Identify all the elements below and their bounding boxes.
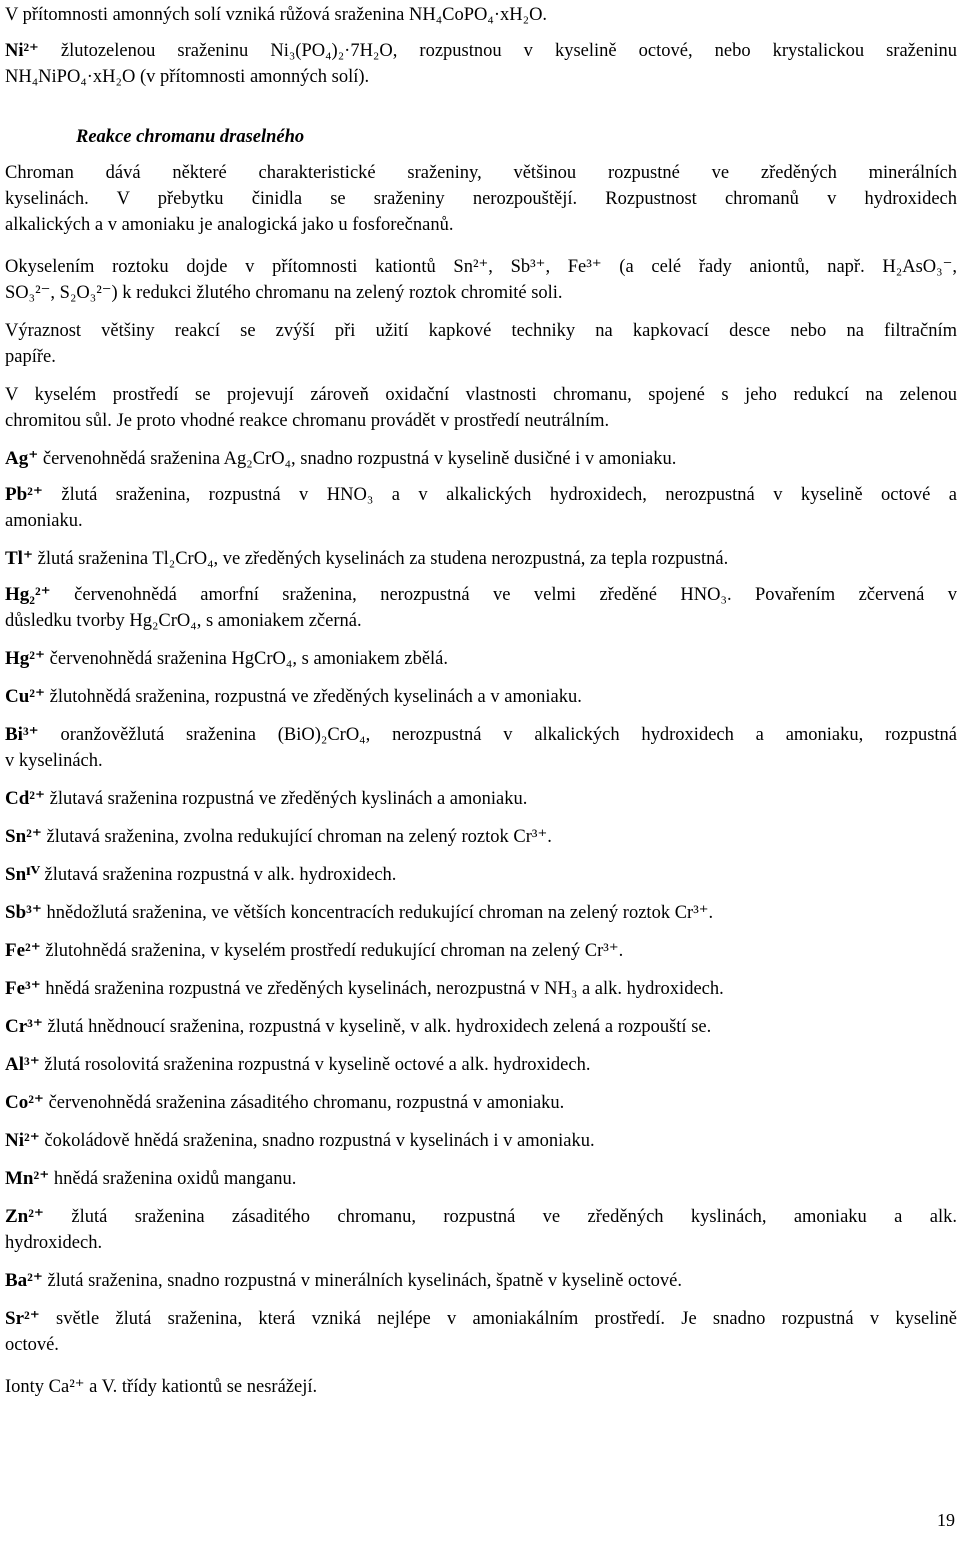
paragraph-line: alkalických a v amoniaku je analogická jako u fosforečnanů. bbox=[5, 215, 454, 235]
reaction-item bbox=[5, 1204, 957, 1256]
ion-label: Cd²⁺ bbox=[5, 788, 46, 809]
reaction-item bbox=[5, 582, 957, 634]
reaction-text-continued: důsledku tvorby Hg₂CrO₄, s amoniakem zčerná. bbox=[5, 611, 362, 631]
ion-label: Ba²⁺ bbox=[5, 1270, 43, 1291]
reaction-item bbox=[5, 482, 957, 534]
reaction-item bbox=[5, 1306, 957, 1358]
ion-label: Fe²⁺ bbox=[5, 940, 41, 961]
reaction-item bbox=[5, 862, 957, 888]
reaction-text: žlutavá sraženina rozpustná v alk. hydroxidech. bbox=[44, 865, 397, 885]
reaction-item bbox=[5, 722, 957, 774]
reaction-text: žlutá rosolovitá sraženina rozpustná v kyselině octové a alk. hydroxidech. bbox=[44, 1055, 591, 1075]
paragraph-line: chromitou sůl. Je proto vhodné reakce chromanu provádět v prostředí neutrálním. bbox=[5, 411, 610, 431]
reaction-text: žlutá sraženina zásaditého chromanu, rozpustná ve zředěných kyslinách, amoniaku a alk. bbox=[71, 1207, 957, 1227]
reaction-item bbox=[5, 938, 957, 964]
ion-label: Ni²⁺ bbox=[5, 1130, 40, 1151]
paragraph-line: kyselinách. V přebytku činidla se sraženiny nerozpouštějí. Rozpustnost chromanů v hydroxidech bbox=[5, 189, 957, 209]
page-number: 19 bbox=[937, 1510, 955, 1530]
reaction-text: červenohnědá amorfní sraženina, nerozpustná ve velmi zředěné HNO₃. Povařením zčervená v bbox=[74, 585, 957, 605]
footer-note bbox=[5, 1374, 957, 1400]
reaction-text: červenohnědá sraženina HgCrO₄, s amoniakem zbělá. bbox=[49, 649, 449, 669]
reaction-item bbox=[5, 446, 957, 472]
reaction-text: oranžověžlutá sraženina (BiO)₂CrO₄, nerozpustná v alkalických hydroxidech a amoniaku, rozpustná bbox=[60, 725, 958, 745]
reaction-item bbox=[5, 900, 957, 926]
paragraph-4 bbox=[5, 382, 957, 434]
paragraph-line: V kyselém prostředí se projevují zároveň oxidační vlastnosti chromanu, spojené s jeho redukcí na zelenou bbox=[5, 385, 957, 405]
reaction-item bbox=[5, 824, 957, 850]
ion-label: Ag⁺ bbox=[5, 448, 39, 469]
reaction-item bbox=[5, 786, 957, 812]
section-heading: Reakce chromanu draselného bbox=[76, 127, 305, 147]
reaction-text: žlutá sraženina, snadno rozpustná v minerálních kyselinách, špatně v kyselině octové. bbox=[47, 1271, 682, 1291]
ion-label: Tl⁺ bbox=[5, 548, 33, 569]
ion-label: Hg²⁺ bbox=[5, 648, 46, 669]
ion-label: Sn²⁺ bbox=[5, 826, 42, 847]
reaction-text-continued: v kyselinách. bbox=[5, 751, 103, 771]
reaction-text: čokoládově hnědá sraženina, snadno rozpustná v kyselinách i v amoniaku. bbox=[44, 1131, 595, 1151]
reaction-text: žlutá sraženina, rozpustná v HNO₃ a v alkalických hydroxidech, nerozpustná v kyselině octové a bbox=[61, 485, 957, 505]
reaction-item bbox=[5, 546, 957, 572]
paragraph-line: Výraznost většiny reakcí se zvýší při užití kapkové techniky na kapkovací desce nebo na filtračním bbox=[5, 321, 957, 341]
reaction-item bbox=[5, 1014, 957, 1040]
reaction-text: žlutohnědá sraženina, v kyselém prostředí redukující chroman na zelený Cr³⁺. bbox=[45, 941, 624, 961]
reaction-text: hnědá sraženina rozpustná ve zředěných kyselinách, nerozpustná v NH₃ a alk. hydroxidech. bbox=[45, 979, 724, 999]
reaction-item bbox=[5, 646, 957, 672]
reaction-item bbox=[5, 1052, 957, 1078]
reaction-item bbox=[5, 684, 957, 710]
ion-label: Mn²⁺ bbox=[5, 1168, 50, 1189]
ion-label: Sr²⁺ bbox=[5, 1308, 40, 1329]
reaction-text: světle žlutá sraženina, která vzniká nejlépe v amoniakálním prostředí. Je snadno rozpustná v kyselině bbox=[56, 1309, 958, 1329]
nickel-text-2: NH₄NiPO₄·xH₂O (v přítomnosti amonných solí). bbox=[5, 67, 370, 87]
paragraph-line: papíře. bbox=[5, 347, 56, 367]
paragraph-line: Chroman dává některé charakteristické sraženiny, většinou rozpustné ve zředěných minerálních bbox=[5, 163, 957, 183]
ion-label: Fe³⁺ bbox=[5, 978, 41, 999]
footer-note-text: Ionty Ca²⁺ a V. třídy kationtů se nesrážejí. bbox=[5, 1377, 318, 1397]
intro-text: V přítomnosti amonných solí vzniká růžová sraženina NH₄CoPO₄·xH₂O. bbox=[5, 5, 548, 25]
reaction-item bbox=[5, 1166, 957, 1192]
paragraph-line: Okyselením roztoku dojde v přítomnosti kationtů Sn²⁺, Sb³⁺, Fe³⁺ (a celé řady aniontů, např. H₂AsO₃⁻, bbox=[5, 257, 957, 277]
nickel-paragraph bbox=[5, 38, 957, 90]
reaction-text: žlutohnědá sraženina, rozpustná ve zředěných kyselinách a v amoniaku. bbox=[49, 687, 582, 707]
ion-label: Cu²⁺ bbox=[5, 686, 46, 707]
paragraph-3 bbox=[5, 318, 957, 370]
ion-label: Bi³⁺ bbox=[5, 724, 39, 745]
reaction-text: červenohnědá sraženina zásaditého chromanu, rozpustná v amoniaku. bbox=[48, 1093, 565, 1113]
paragraph-2 bbox=[5, 254, 957, 306]
reaction-text: žlutá sraženina Tl₂CrO₄, ve zředěných kyselinách za studena nerozpustná, za tepla rozpustná. bbox=[37, 549, 729, 569]
reaction-text: žlutavá sraženina rozpustná ve zředěných kyslinách a amoniaku. bbox=[49, 789, 528, 809]
reaction-text: hnědá sraženina oxidů manganu. bbox=[53, 1169, 297, 1189]
reaction-text-continued: amoniaku. bbox=[5, 511, 83, 531]
ion-label: Cr³⁺ bbox=[5, 1016, 43, 1037]
ion-label: Ni²⁺ bbox=[5, 41, 39, 61]
ion-label: Sb³⁺ bbox=[5, 902, 42, 923]
ion-label: Snᴵⱽ bbox=[5, 864, 40, 885]
reaction-text: hnědožlutá sraženina, ve větších koncentracích redukující chroman na zelený roztok Cr³⁺. bbox=[46, 903, 714, 923]
ion-label: Hg₂²⁺ bbox=[5, 584, 51, 605]
reaction-text-continued: hydroxidech. bbox=[5, 1233, 103, 1253]
reaction-item bbox=[5, 1090, 957, 1116]
reaction-text-continued: octové. bbox=[5, 1335, 59, 1355]
ion-label: Zn²⁺ bbox=[5, 1206, 44, 1227]
reaction-item bbox=[5, 1268, 957, 1294]
ion-label: Al³⁺ bbox=[5, 1054, 40, 1075]
reaction-text: žlutá hnědnoucí sraženina, rozpustná v kyselině, v alk. hydroxidech zelená a rozpouští se. bbox=[47, 1017, 712, 1037]
reaction-text: žlutavá sraženina, zvolna redukující chroman na zelený roztok Cr³⁺. bbox=[46, 827, 552, 847]
ion-label: Co²⁺ bbox=[5, 1092, 44, 1113]
reaction-item bbox=[5, 976, 957, 1002]
reaction-item bbox=[5, 1128, 957, 1154]
paragraph-1 bbox=[5, 160, 957, 238]
nickel-text-1: žlutozelenou sraženinu Ni₃(PO₄)₂·7H₂O, rozpustnou v kyselině octové, nebo krystalickou sraženinu bbox=[60, 41, 957, 61]
ion-label: Pb²⁺ bbox=[5, 484, 43, 505]
intro-line bbox=[5, 2, 957, 28]
reaction-text: červenohnědá sraženina Ag₂CrO₄, snadno rozpustná v kyselině dusičné i v amoniaku. bbox=[42, 449, 677, 469]
paragraph-line: SO₃²⁻, S₂O₃²⁻) k redukci žlutého chromanu na zelený roztok chromité soli. bbox=[5, 283, 563, 303]
